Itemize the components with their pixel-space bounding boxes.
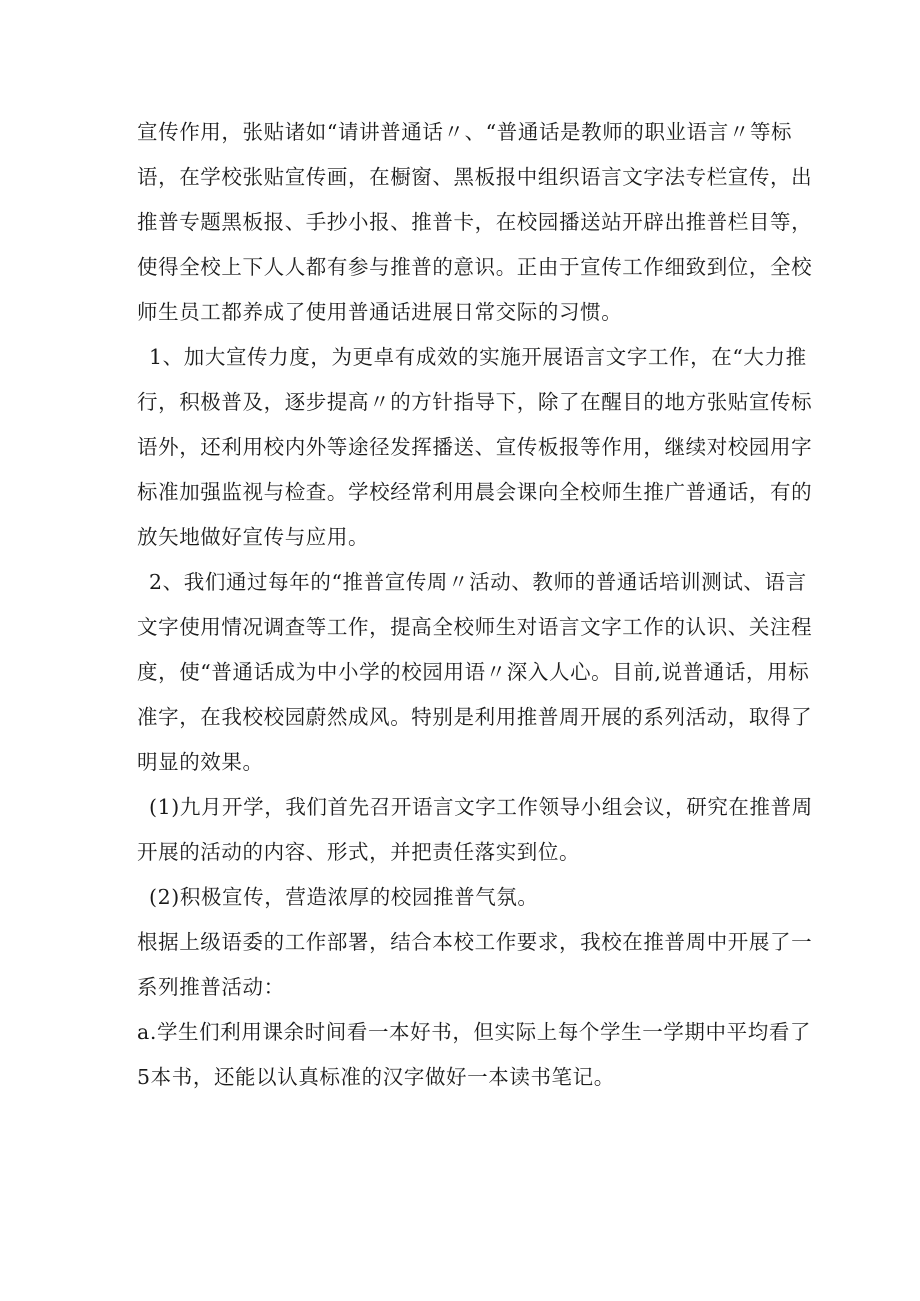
text-line: 师生员工都养成了使用普通话进展日常交际的习惯。 [137, 300, 623, 324]
text-line: 系列推普活动： [137, 975, 285, 999]
text-line: (1)九月开学，我们首先召开语言文字工作领导小组会议，研究在推普周 [149, 795, 813, 819]
text-line: 宣传作用，张贴诸如“请讲普通话〃、“普通话是教师的职业语言〃等标 [137, 120, 793, 144]
text-line: 准字，在我校校园蔚然成风。特别是利用推普周开展的系列活动，取得了 [137, 705, 813, 729]
text-line: (2)积极宣传，营造浓厚的校园推普气氛。 [149, 885, 539, 909]
text-line: 标准加强监视与检查。学校经常利用晨会课向全校师生推广普通话，有的 [137, 480, 813, 504]
text-line: 根据上级语委的工作部署，结合本校工作要求，我校在推普周中开展了一 [137, 930, 813, 954]
text-line: 1、加大宣传力度，为更卓有成效的实施开展语言文字工作，在“大力推 [149, 345, 807, 369]
text-line: 使得全校上下人人都有参与推普的意识。正由于宣传工作细致到位，全校 [137, 255, 813, 279]
text-line: 放矢地做好宣传与应用。 [137, 525, 370, 549]
document-body [137, 110, 813, 1100]
text-line: 推普专题黑板报、手抄小报、推普卡，在校园播送站开辟出推普栏目等， [137, 210, 813, 234]
text-line: 2、我们通过每年的“推普宣传周〃活动、教师的普通话培训测试、语言 [149, 570, 807, 594]
text-line: 文字使用情况调查等工作，提高全校师生对语言文字工作的认识、关注程 [137, 615, 813, 639]
text-line: 语外，还利用校内外等途径发挥播送、宣传板报等作用，继续对校园用字 [137, 435, 813, 459]
text-line: 行，积极普及，逐步提高〃的方针指导下，除了在醒目的地方张贴宣传标 [137, 390, 813, 414]
text-line: 开展的活动的内容、形式，并把责任落实到位。 [137, 840, 581, 864]
text-line: 5本书，还能以认真标准的汉字做好一本读书笔记。 [137, 1065, 615, 1089]
text-line: a.学生们利用课余时间看一本好书，但实际上每个学生一学期中平均看了 [137, 1020, 812, 1044]
text-line: 度，使“普通话成为中小学的校园用语〃深入人心。目前,说普通话，用标 [137, 660, 810, 684]
text-line: 语，在学校张贴宣传画，在橱窗、黑板报中组织语言文字法专栏宣传，出 [137, 165, 813, 189]
text-line: 明显的效果。 [137, 750, 264, 774]
